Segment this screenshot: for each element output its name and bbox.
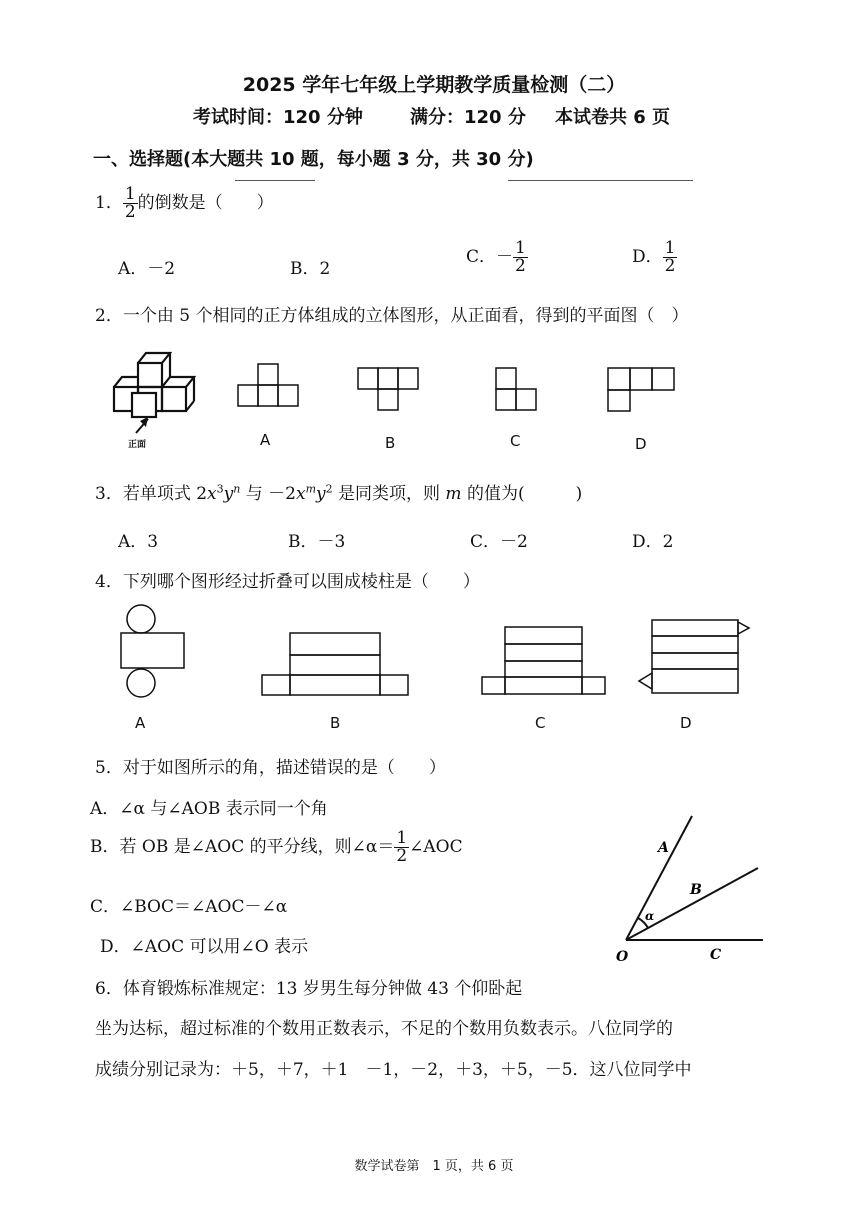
option-b: B．2 xyxy=(290,259,331,279)
net-c xyxy=(480,625,610,697)
option-a: A．3 xyxy=(118,532,159,552)
option-b: B．若 OB 是∠AOC 的平分线，则∠α＝ $\frac{1}{2}$ ∠AOC xyxy=(90,828,463,866)
exam-time: 考试时间：120 分钟 xyxy=(193,107,363,128)
divider xyxy=(508,180,693,181)
question-4: 4．下列哪个图形经过折叠可以围成棱柱是（ ） xyxy=(95,572,480,592)
cube-solid-figure xyxy=(110,345,210,445)
option-c: C．－ $\frac{1}{2}$ xyxy=(466,238,526,276)
question-6-line-1: 6．体育锻炼标准规定：13 岁男生每分钟做 43 个仰卧起 xyxy=(95,979,523,999)
page-count: 本试卷共 6 页 xyxy=(555,107,671,128)
front-label: 正面 xyxy=(128,440,147,450)
figure-label-d: D xyxy=(635,435,647,453)
figure-label-c: C xyxy=(510,432,521,450)
net-a xyxy=(118,604,188,699)
option-c: C．－2 xyxy=(470,532,528,552)
question-1: 1． $\frac{1}{2}$ 的倒数是（ ） xyxy=(95,184,274,222)
option-a: A．－2 xyxy=(118,259,176,279)
exam-title: 2025 学年七年级上学期教学质量检测（二） xyxy=(242,74,626,96)
point-c-label: C xyxy=(710,947,722,963)
option-d: D．∠AOC 可以用∠O 表示 xyxy=(100,937,309,957)
option-a: A．∠α 与∠AOB 表示同一个角 xyxy=(90,799,328,819)
fraction: $\frac{1}{2}$ xyxy=(124,184,136,222)
net-label-d: D xyxy=(680,714,692,732)
view-b xyxy=(356,366,426,416)
option-c: C．∠BOC＝∠AOC－∠α xyxy=(90,897,288,917)
option-d: D．2 xyxy=(632,532,674,552)
point-b-label: B xyxy=(690,882,702,898)
option-d: D． $\frac{1}{2}$ xyxy=(632,238,676,276)
question-6-line-2: 坐为达标，超过标准的个数用正数表示，不足的个数用负数表示。八位同学的 xyxy=(95,1019,673,1039)
point-a-label: A xyxy=(658,840,669,856)
figure-label-a: A xyxy=(260,431,271,449)
net-b xyxy=(260,631,410,697)
divider xyxy=(235,180,315,181)
section-heading: 一、选择题(本大题共 10 题，每小题 3 分，共 30 分) xyxy=(93,149,534,170)
full-score: 满分：120 分 xyxy=(410,107,526,128)
question-2: 2．一个由 5 个相同的正方体组成的立体图形，从正面看，得到的平面图（ ） xyxy=(95,306,689,326)
page-footer: 数学试卷第 1 页，共 6 页 xyxy=(354,1159,514,1174)
net-d xyxy=(635,618,755,698)
angle-diagram xyxy=(610,808,770,963)
question-5: 5．对于如图所示的角，描述错误的是（ ） xyxy=(95,758,446,778)
net-label-a: A xyxy=(135,714,146,732)
figure-label-b: B xyxy=(385,434,396,452)
question-6-line-3: 成绩分别记录为：＋5，＋7，＋1 －1，－2，＋3，＋5，－5．这八位同学中 xyxy=(95,1060,692,1080)
net-label-c: C xyxy=(535,714,546,732)
point-o-label: O xyxy=(616,949,629,965)
alpha-label: α xyxy=(645,909,655,923)
view-d xyxy=(606,366,676,416)
question-3: 3．若单项式 $2x^3y^n$ 与 $-2x^my^2$ 是同类项，则 m 的值为( ) xyxy=(95,482,583,504)
net-label-b: B xyxy=(330,714,341,732)
view-a xyxy=(236,362,306,412)
option-b: B．－3 xyxy=(288,532,346,552)
view-c xyxy=(494,366,544,416)
